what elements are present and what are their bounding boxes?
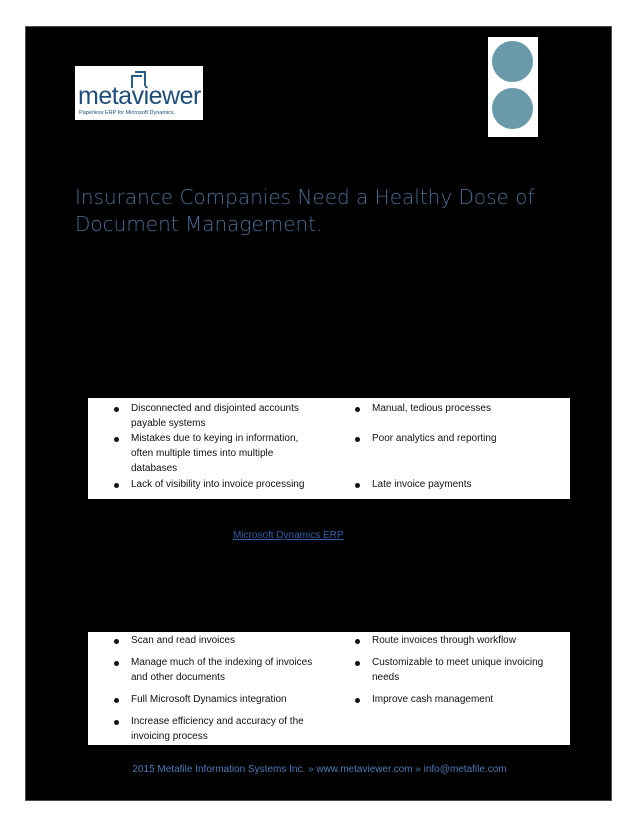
- problems-list: Disconnected and disjointed accounts payable systems Mistakes due to keying in information, often multiple times into multiple databases Lack of visibility into invoice processing Manual, tedious processes Poor analytics and reporting Late invoice payments: [88, 398, 570, 499]
- page-title: Insurance Companies Need a Healthy Dose of Document Management.: [75, 185, 535, 236]
- bullet-icon: [114, 698, 119, 703]
- bullet-icon: [114, 720, 119, 725]
- footer: 2015 Metafile Information Systems Inc. » www.metaviewer.com » info@metafile.com: [132, 764, 507, 775]
- logo-wordmark: metaviewer: [78, 82, 201, 110]
- bullet-icon: [114, 639, 119, 644]
- bullet-icon: [355, 483, 360, 488]
- microsoft-dynamics-erp-link[interactable]: Microsoft Dynamics ERP: [233, 530, 344, 541]
- metaviewer-logo: [75, 66, 203, 120]
- decorative-circles: [488, 37, 538, 137]
- bullet-icon: [114, 483, 119, 488]
- bullet-icon: [114, 407, 119, 412]
- benefits-list: Scan and read invoices Manage much of the indexing of invoices and other documents Full Microsoft Dynamics integration Increase efficiency and accuracy of the invoicing process Route invoices through workflow Customizable to meet unique invoicing needs Improve cash management: [88, 632, 570, 745]
- bullet-icon: [355, 437, 360, 442]
- document-page: [25, 26, 612, 801]
- bullet-icon: [355, 639, 360, 644]
- bullet-icon: [355, 698, 360, 703]
- bullet-icon: [114, 437, 119, 442]
- circle-icon: [492, 41, 533, 82]
- bullet-icon: [355, 407, 360, 412]
- circle-icon: [492, 88, 533, 129]
- bullet-icon: [114, 661, 119, 666]
- bullet-icon: [355, 661, 360, 666]
- logo-tagline: Paperless ERP for Microsoft Dynamics.: [79, 110, 176, 116]
